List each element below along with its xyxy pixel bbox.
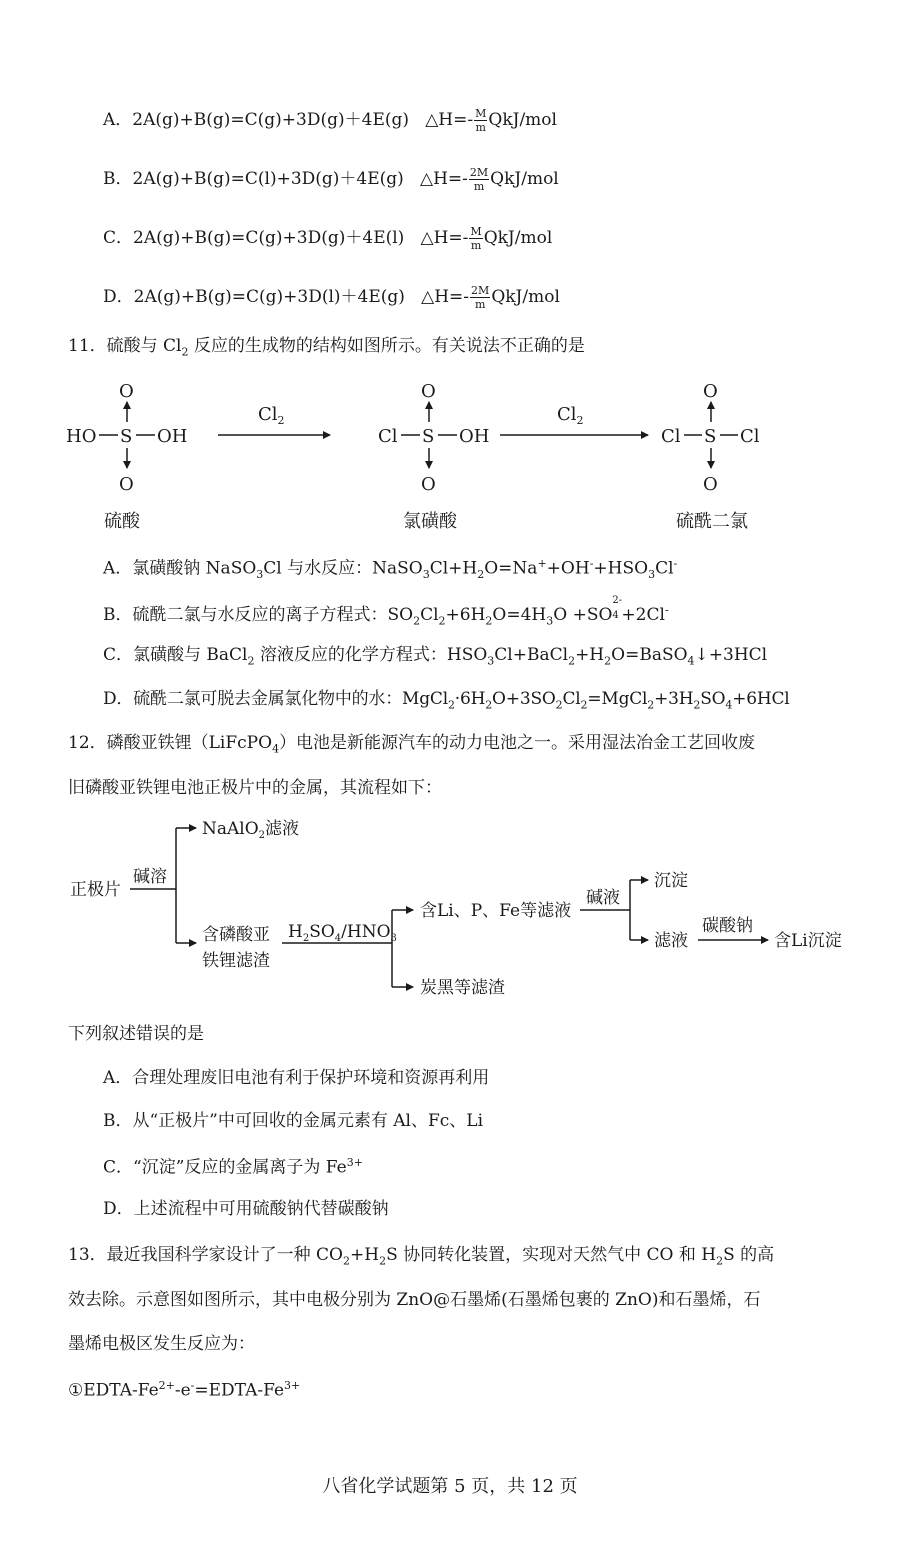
numerator: M	[470, 225, 482, 238]
text: SO	[700, 689, 726, 709]
subscript: 2	[568, 654, 576, 668]
text: A．合理处理废旧电池有利于保护环境和资源再利用	[103, 1068, 490, 1088]
text: Cl+H	[429, 558, 478, 579]
text: Cl	[420, 605, 439, 625]
text: O+3SO	[492, 689, 556, 709]
sulfur-atom: S	[704, 426, 717, 447]
chlorine-atom: Cl	[661, 426, 681, 447]
text: C．“沉淀”反应的金属离子为 Fe	[103, 1157, 347, 1178]
subscript: 2	[342, 1254, 350, 1268]
question-13-reaction1	[68, 1380, 300, 1400]
equation: 2A(g)+B(g)=C(g)+3D(g)＋4E(g)	[132, 110, 410, 130]
option-label: C．	[103, 228, 134, 248]
text: +H	[349, 1245, 380, 1265]
subscript: 4	[725, 698, 733, 712]
text: +6H	[445, 605, 486, 625]
text: D．硫酰二氯可脱去金属氯化物中的水：MgCl	[103, 689, 448, 709]
numerator: M	[475, 107, 487, 120]
oxygen-atom: O	[119, 381, 134, 402]
unit: QkJ/mol	[490, 169, 559, 189]
flow-filtrate2: 滤液	[654, 931, 688, 951]
superscript: 3+	[346, 1156, 363, 1169]
superscript: 2+	[158, 1379, 175, 1392]
subscript: 2	[379, 1254, 387, 1268]
subscript: 2	[716, 1254, 724, 1268]
option-label: B．	[103, 169, 133, 189]
superscript: -	[190, 1379, 195, 1392]
denominator: m	[473, 180, 485, 193]
text: A．氯磺酸钠 NaSO	[103, 558, 257, 579]
sulfur-atom: S	[120, 426, 133, 447]
numerator: 2M	[471, 284, 490, 297]
superscript: -	[589, 557, 594, 570]
text: +H	[575, 645, 605, 665]
subscript: 2	[693, 698, 701, 712]
option-label: D．	[103, 287, 134, 307]
stem-text: 11．硫酸与 Cl	[68, 336, 182, 356]
superscript: 3+	[284, 1379, 301, 1392]
text: +HSO	[593, 558, 649, 579]
unit: QkJ/mol	[488, 110, 557, 130]
text: Cl+BaCl	[494, 645, 569, 665]
text: +OH	[546, 558, 590, 579]
unit: QkJ/mol	[483, 228, 553, 248]
subscript: 2	[647, 698, 655, 712]
hydroxyl-group: HO	[66, 426, 97, 447]
option-label: A．	[103, 110, 133, 130]
text: O=Na	[484, 558, 538, 579]
equation: 2A(g)+B(g)=C(g)+3D(g)＋4E(l)	[133, 228, 405, 248]
text: B．硫酰二氯与水反应的离子方程式：SO	[103, 605, 414, 625]
text: O=BaSO	[611, 645, 688, 665]
flow-label-carbonate: 碳酸钠	[702, 916, 753, 936]
superscript: 2-	[612, 595, 623, 606]
subscript: 2	[247, 654, 255, 668]
option-12a	[103, 1070, 489, 1087]
subscript: 4	[612, 610, 619, 621]
subscript: 2	[438, 614, 446, 628]
option-12d	[103, 1201, 389, 1218]
question-13-line3	[68, 1336, 255, 1353]
denominator: m	[475, 121, 486, 134]
enthalpy: △H=-	[425, 110, 474, 130]
flow-precipitate: 沉淀	[654, 871, 688, 891]
text: 13．最近我国科学家设计了一种 CO	[68, 1245, 343, 1265]
flow-naalo2-filtrate: NaAlO$_2$滤液	[202, 819, 300, 841]
stem-text: 12．磷酸亚铁锂（LiFcPO	[68, 733, 273, 753]
text: Cl 与水反应：NaSO	[263, 558, 423, 579]
text: 效去除。示意图如图所示，其中电极分别为 ZnO@石墨烯(石墨烯包裹的 ZnO)和石墨烯，石	[68, 1290, 761, 1310]
numerator: 2M	[469, 166, 489, 179]
subscript: 2	[604, 654, 612, 668]
text: D．上述流程中可用硫酸钠代替碳酸钠	[103, 1199, 389, 1219]
chlorine-atom: Cl	[378, 426, 398, 447]
compound-name: 氯磺酸	[403, 511, 457, 532]
subscript: 4	[687, 654, 695, 668]
superscript: +	[537, 557, 547, 570]
text: 溶液反应的化学方程式：HSO	[254, 645, 488, 665]
text: +6HCl	[732, 689, 790, 709]
subscript: 3	[256, 568, 264, 582]
equation: 2A(g)+B(g)=C(l)+3D(g)＋4E(g)	[132, 169, 404, 189]
denominator: m	[470, 239, 482, 252]
hydroxyl-group: OH	[157, 426, 188, 447]
subscript: 3	[648, 568, 656, 582]
flow-li-precipitate: 含Li沉淀	[774, 931, 842, 951]
equation: 2A(g)+B(g)=C(g)+3D(l)＋4E(g)	[133, 287, 405, 307]
flow-label-base: 碱液	[586, 888, 620, 908]
text: O=4H	[492, 605, 547, 625]
text: O +SO	[553, 605, 613, 625]
text: -e	[174, 1380, 191, 1401]
oxygen-atom: O	[421, 474, 436, 495]
subscript: 2	[485, 614, 493, 628]
flow-residue-line1: 含磷酸亚	[202, 925, 270, 945]
reagent-label: $Cl_2$	[258, 404, 285, 427]
subscript: 2	[413, 614, 421, 628]
text: S 协同转化装置，实现对天然气中 CO 和 H	[386, 1245, 717, 1265]
subscript: 3	[422, 568, 430, 582]
option-12b	[103, 1113, 483, 1130]
stem-text: ）电池是新能源汽车的动力电池之一。采用湿法冶金工艺回收废	[279, 733, 756, 753]
text: Cl	[655, 558, 674, 579]
subscript: 2	[447, 698, 455, 712]
chlorine-atom: Cl	[740, 426, 760, 447]
enthalpy: △H=-	[420, 169, 468, 189]
text: S 的高	[723, 1245, 775, 1265]
reagent-label: $Cl_2$	[557, 404, 584, 427]
text: C．氯磺酸与 BaCl	[103, 645, 248, 665]
oxygen-atom: O	[703, 474, 718, 495]
flow-filtrate: 含Li、P、Fe等滤液	[420, 901, 572, 921]
question-13-line2	[68, 1292, 760, 1309]
text: ↓+3HCl	[694, 645, 768, 665]
text: 墨烯电极区发生反应为：	[68, 1334, 255, 1354]
enthalpy: △H=-	[421, 287, 470, 307]
question-12-intro	[68, 1026, 204, 1043]
subscript: 2	[555, 698, 563, 712]
superscript: -	[664, 603, 669, 617]
text: =EDTA-Fe	[194, 1380, 285, 1401]
text: B．从“正极片”中可回收的金属元素有 Al、Fc、Li	[103, 1111, 484, 1131]
question-13-line1	[68, 1247, 774, 1266]
subscript: 2	[485, 698, 493, 712]
superscript: -	[673, 557, 678, 570]
page-footer: 八省化学试题第 5 页，共 12 页	[322, 1476, 578, 1497]
subscript: 4	[272, 742, 280, 756]
text: +2Cl	[621, 605, 665, 625]
flow-start: 正极片	[70, 880, 121, 900]
text: Cl	[562, 689, 581, 709]
text: +3H	[654, 689, 694, 709]
text: ①EDTA-Fe	[68, 1380, 159, 1401]
subscript: 2	[477, 568, 485, 582]
subscript: 2	[181, 345, 189, 359]
compound-name: 硫酰二氯	[676, 511, 748, 532]
unit: QkJ/mol	[491, 287, 560, 307]
oxygen-atom: O	[703, 381, 718, 402]
flow-carbon-residue: 炭黑等滤渣	[420, 978, 505, 998]
stem-text: 反应的生成物的结构如图所示。有关说法不正确的是	[188, 336, 585, 356]
sulfur-atom: S	[422, 426, 435, 447]
oxygen-atom: O	[119, 474, 134, 495]
stem-text: 旧磷酸亚铁锂电池正极片中的金属，其流程如下：	[68, 778, 442, 798]
subscript: 2	[580, 698, 588, 712]
option-12c	[103, 1157, 363, 1177]
flow-label-alkali: 碱溶	[133, 867, 167, 887]
oxygen-atom: O	[421, 381, 436, 402]
text: ·6H	[454, 689, 486, 709]
enthalpy: △H=-	[420, 228, 469, 248]
hydroxyl-group: OH	[459, 426, 490, 447]
subscript: 3	[546, 614, 554, 628]
text: 下列叙述错误的是	[68, 1024, 204, 1044]
subscript: 3	[487, 654, 495, 668]
text: =MgCl	[587, 689, 648, 709]
flow-residue-line2: 铁锂滤渣	[202, 951, 270, 971]
denominator: m	[474, 298, 486, 311]
compound-name: 硫酸	[104, 511, 140, 532]
flow-label-acid: $H_2SO_4/HNO_3$	[288, 922, 397, 944]
